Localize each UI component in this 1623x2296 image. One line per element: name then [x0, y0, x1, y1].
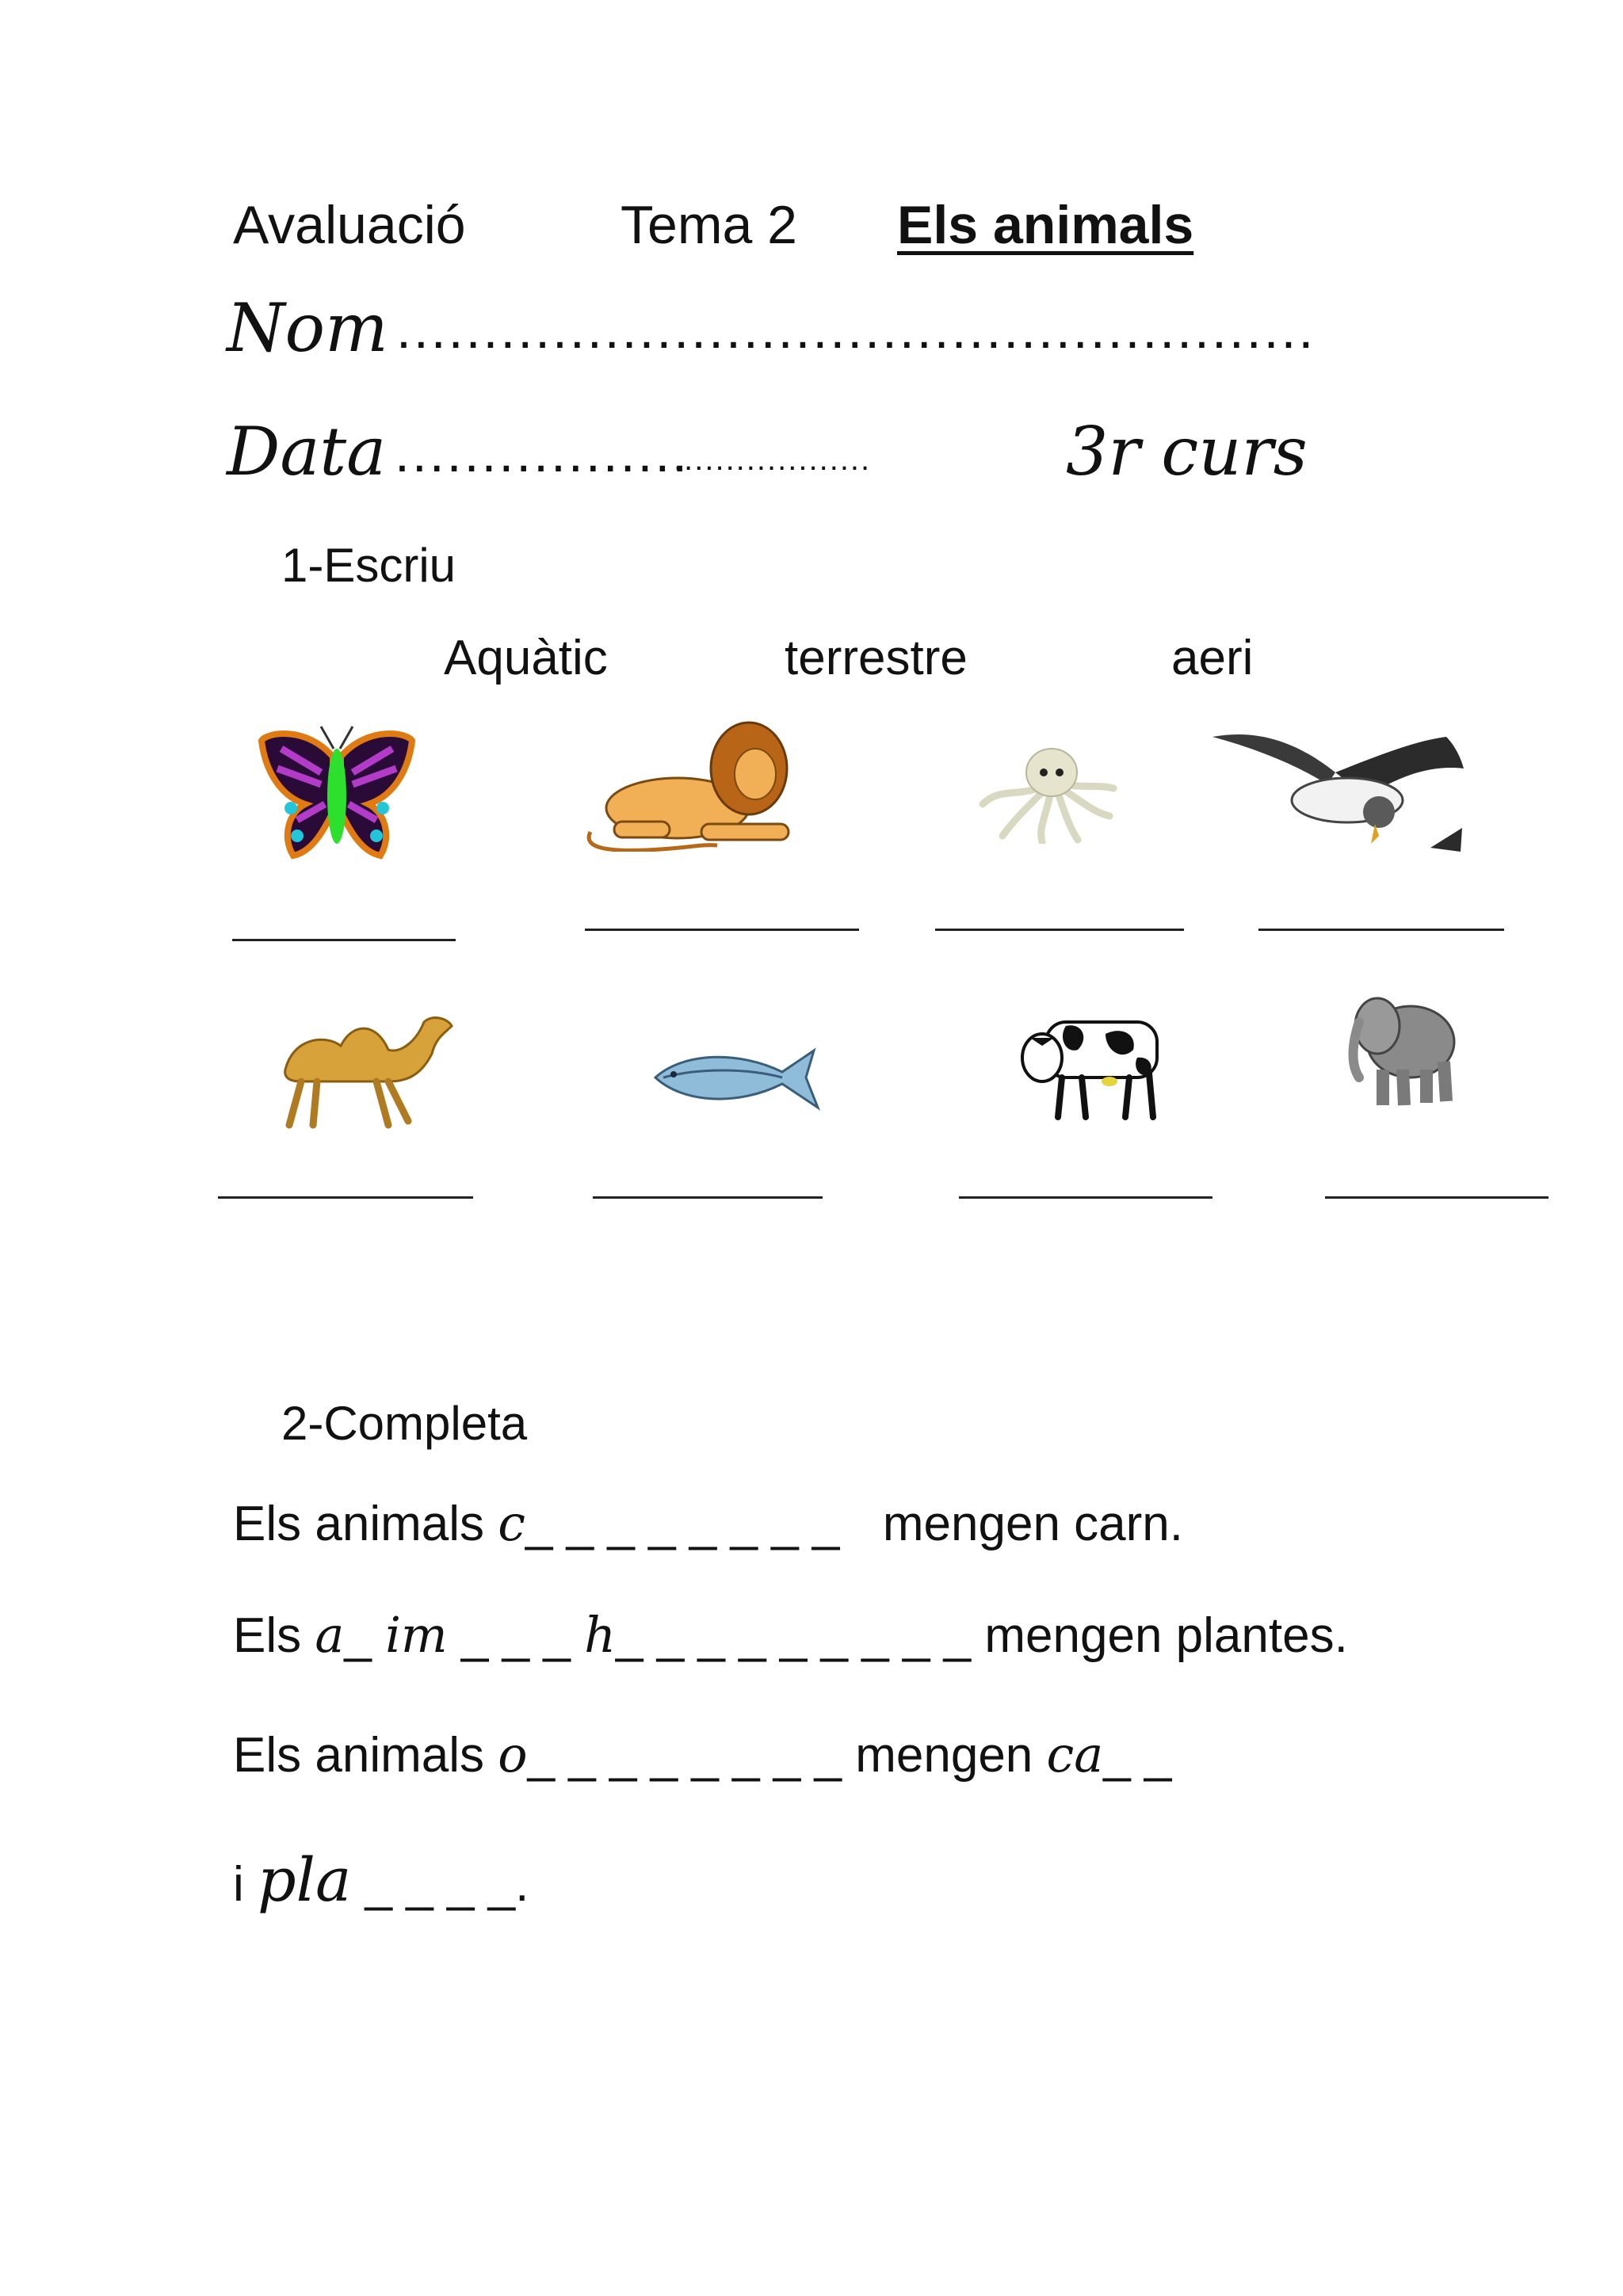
exercise1-title: 1-Escriu: [281, 539, 456, 592]
nom-label: Nom: [227, 289, 388, 367]
sentence-2: [233, 1606, 1348, 1664]
sentence-4: [233, 1844, 529, 1915]
sentence-3: [233, 1726, 1172, 1783]
answer-line-4[interactable]: [1258, 929, 1504, 931]
data-label: Data: [227, 413, 387, 490]
category-aquatic: Aquàtic: [444, 631, 608, 685]
exercise2-title: 2-Completa: [281, 1397, 528, 1450]
category-aeri: aeri: [1171, 631, 1254, 685]
lion-icon: [582, 717, 804, 852]
page-title: Els animals: [897, 195, 1194, 255]
sentence-2-blank-a[interactable]: _: [344, 1608, 372, 1663]
answer-line-2[interactable]: [585, 929, 859, 931]
seagull-icon: [1209, 725, 1470, 856]
sentence-4-prefix: i: [233, 1857, 244, 1912]
sentence-3-hint: o: [498, 1726, 528, 1783]
curs-label: 3r curs: [1066, 413, 1308, 490]
fish-icon: [651, 1044, 822, 1112]
sentence-3-blanks2[interactable]: _ _: [1103, 1728, 1172, 1783]
answer-line-7[interactable]: [959, 1196, 1212, 1199]
sentence-1-hint: c: [498, 1494, 525, 1552]
sentence-3-hint2: ca: [1046, 1726, 1104, 1783]
header-tema: Tema 2: [621, 195, 797, 255]
nom-dots: .....................................................: [396, 299, 1316, 360]
sentence-1-blanks[interactable]: _ _ _ _ _ _ _ _: [525, 1497, 840, 1551]
sentence-2-blank-b[interactable]: _ _ _: [460, 1608, 571, 1663]
sentence-4-blanks[interactable]: _ _ _ _: [365, 1857, 516, 1912]
data-dots: .................: [395, 423, 690, 483]
octopus-icon: [975, 741, 1117, 844]
sentence-2-hint-a: a: [315, 1606, 345, 1664]
category-terrestre: terrestre: [785, 631, 968, 685]
header-avaluacio: Avaluació: [233, 195, 466, 255]
sentence-2-hint-c: h: [584, 1606, 616, 1664]
elephant-icon: [1347, 982, 1458, 1109]
sentence-1-suffix: mengen carn.: [882, 1497, 1183, 1551]
cow-icon: [1018, 1002, 1165, 1121]
answer-line-5[interactable]: [218, 1196, 473, 1199]
camel-icon: [269, 1006, 456, 1129]
sentence-2-prefix: Els: [233, 1608, 302, 1663]
sentence-2-blank-c[interactable]: _ _ _ _ _ _ _ _ _: [616, 1608, 972, 1663]
answer-line-6[interactable]: [593, 1196, 823, 1199]
data-dots-small: ...................: [674, 442, 872, 477]
sentence-3-prefix: Els animals: [233, 1728, 484, 1783]
sentence-2-suffix: mengen plantes.: [984, 1608, 1348, 1663]
sentence-3-middle: mengen: [855, 1728, 1033, 1783]
butterfly-icon: [258, 725, 416, 864]
answer-line-8[interactable]: [1325, 1196, 1549, 1199]
sentence-2-hint-b: im: [385, 1606, 448, 1664]
sentence-3-blanks[interactable]: _ _ _ _ _ _ _ _: [527, 1728, 842, 1783]
sentence-1: [233, 1494, 1183, 1552]
answer-line-3[interactable]: [935, 929, 1184, 931]
answer-line-1[interactable]: [232, 939, 456, 941]
sentence-1-prefix: Els animals: [233, 1497, 484, 1551]
sentence-4-hint: pla: [258, 1844, 352, 1915]
sentence-4-end: .: [515, 1857, 529, 1912]
